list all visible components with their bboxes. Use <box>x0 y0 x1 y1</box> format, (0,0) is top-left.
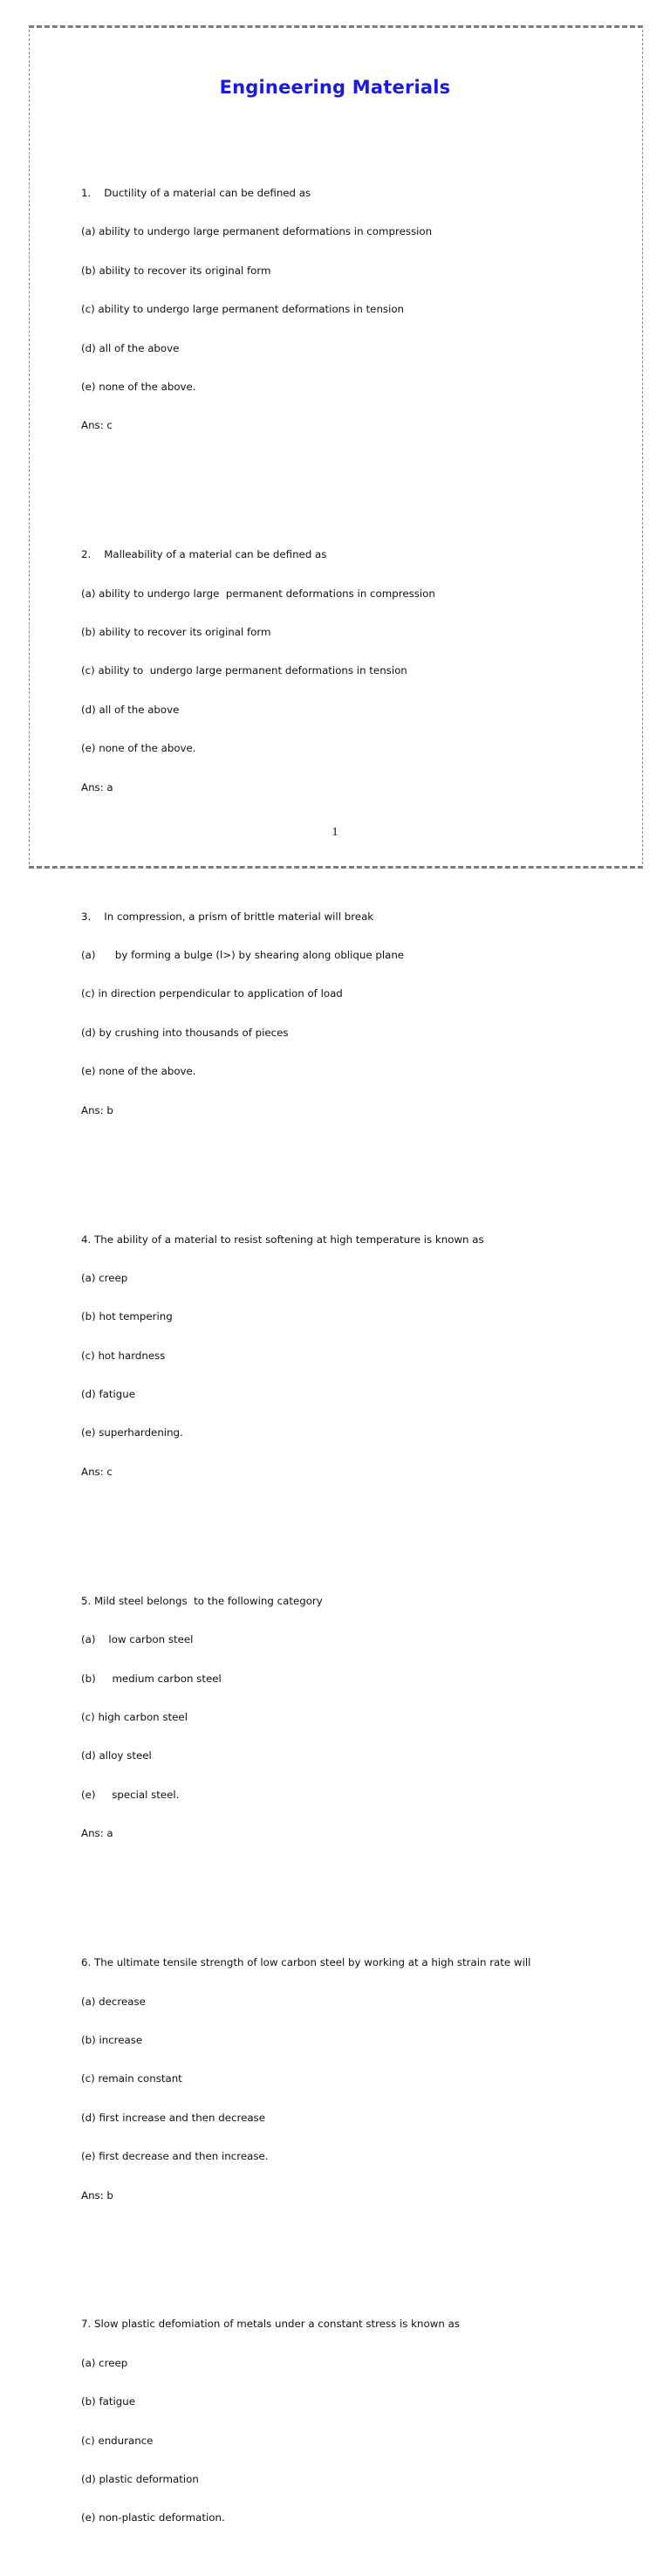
option-b: (b) fatigue <box>81 2395 135 2408</box>
question-block <box>81 884 622 1143</box>
option-c: (c) ability to undergo large permanent deformations in tension <box>81 664 407 677</box>
option-d: (d) fatigue <box>81 1388 135 1401</box>
question-block <box>81 1931 622 2228</box>
answer-text: Ans: a <box>81 1827 113 1840</box>
question-text: 1. Ductility of a material can be defined as <box>81 186 311 199</box>
answer-text: Ans: c <box>81 1465 113 1478</box>
option-a: (a) ability to undergo large permanent deformations in compression <box>81 587 435 600</box>
option-d: (d) by crushing into thousands of pieces <box>81 1026 289 1039</box>
option-d: (d) first increase and then decrease <box>81 2111 265 2124</box>
question-text: 7. Slow plastic defomiation of metals under a constant stress is known as <box>81 2318 460 2331</box>
option-d: (d) all of the above <box>81 703 180 716</box>
option-c: (c) endurance <box>81 2434 154 2447</box>
option-c: (c) in direction perpendicular to application of load <box>81 987 343 1000</box>
option-b: (b) ability to recover its original form <box>81 264 271 277</box>
question-block <box>81 2292 622 2551</box>
question-text: 6. The ultimate tensile strength of low carbon steel by working at a high strain rate will <box>81 1956 531 1969</box>
question-text: 4. The ability of a material to resist softening at high temperature is known as <box>81 1233 484 1246</box>
answer-text: Ans: b <box>81 1103 113 1116</box>
answer-text: Ans: c <box>81 419 113 432</box>
option-b: (b) medium carbon steel <box>81 1672 222 1685</box>
option-e: (e) special steel. <box>81 1788 180 1801</box>
question-text: 5. Mild steel belongs to the following category <box>81 1594 323 1607</box>
question-text: 3. In compression, a prism of brittle material will break <box>81 910 374 923</box>
option-e: (e) superhardening. <box>81 1426 183 1439</box>
option-a: (a) ability to undergo large permanent deformations in compression <box>81 225 433 238</box>
page-number: 1 <box>332 826 338 839</box>
option-a: (a) by forming a bulge (l>) by shearing along oblique plane <box>81 949 405 961</box>
option-d: (d) all of the above <box>81 341 180 354</box>
option-e: (e) none of the above. <box>81 742 196 755</box>
option-e: (e) non-plastic deformation. <box>81 2511 225 2524</box>
option-b: (b) ability to recover its original form <box>81 626 271 639</box>
option-d: (d) plastic deformation <box>81 2473 199 2486</box>
option-e: (e) none of the above. <box>81 380 196 393</box>
answer-text: Ans: a <box>81 780 113 793</box>
option-a: (a) decrease <box>81 1995 146 2008</box>
option-e: (e) first decrease and then increase. <box>81 2150 269 2163</box>
option-b: (b) increase <box>81 2033 143 2046</box>
question-block <box>81 1569 622 1865</box>
option-a: (a) creep <box>81 2356 128 2369</box>
question-block <box>81 1207 622 1504</box>
question-text: 2. Malleability of a material can be defined as <box>81 548 327 561</box>
option-a: (a) low carbon steel <box>81 1633 194 1646</box>
option-b: (b) hot tempering <box>81 1310 173 1323</box>
option-e: (e) none of the above. <box>81 1065 196 1078</box>
option-c: (c) remain constant <box>81 2072 182 2085</box>
page-title: Engineering Materials <box>219 77 451 98</box>
option-c: (c) hot hardness <box>81 1349 166 1362</box>
option-c: (c) ability to undergo large permanent deformations in tension <box>81 303 405 316</box>
question-block <box>81 523 622 820</box>
question-list <box>81 122 622 2576</box>
option-a: (a) creep <box>81 1271 128 1284</box>
answer-text: Ans: b <box>81 2188 113 2202</box>
option-c: (c) high carbon steel <box>81 1711 188 1724</box>
question-block <box>81 161 622 457</box>
option-d: (d) alloy steel <box>81 1749 152 1762</box>
